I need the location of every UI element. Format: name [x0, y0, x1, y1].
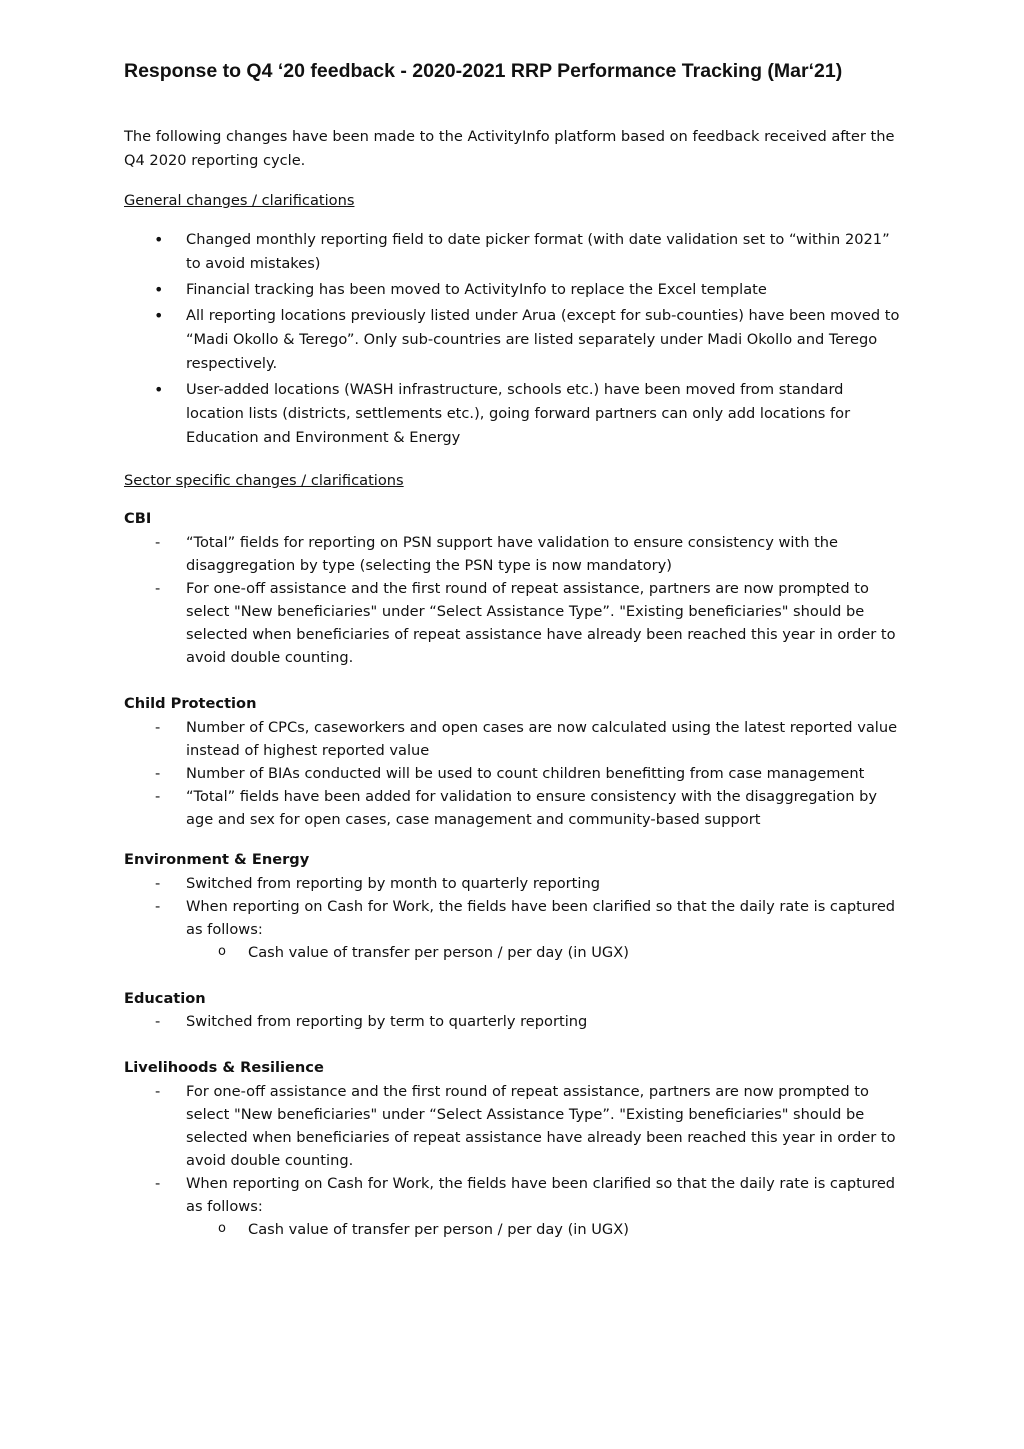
list-item: • All reporting locations previously listed under Arua (except for sub-counties) have been moved to “Madi Okollo & Terego”. Only sub-countries are listed separately under Madi Okollo and Terego respectively. — [124, 304, 904, 376]
section-title-environment-energy: Environment & Energy — [124, 851, 310, 868]
livelihoods-resilience-list — [124, 1080, 904, 1241]
list-item-text: When reporting on Cash for Work, the fields have been clarified so that the daily rate is captured as follows: — [186, 898, 896, 938]
document-title: Response to Q4 ‘20 feedback - 2020-2021 RRP Performance Tracking (Mar‘21) — [124, 60, 843, 82]
list-item: • Changed monthly reporting field to date picker format (with date validation set to “within 2021” to avoid mistakes) — [124, 228, 904, 276]
section-title-cbi: CBI — [124, 510, 152, 527]
list-item-text: When reporting on Cash for Work, the fields have been clarified so that the daily rate is captured as follows: — [186, 1175, 896, 1215]
section-title-education: Education — [124, 990, 206, 1007]
list-item: - “Total” fields have been added for validation to ensure consistency with the disaggregation by age and sex for open cases, case management and community-based support — [124, 785, 904, 831]
list-item: - Switched from reporting by term to quarterly reporting — [124, 1010, 904, 1033]
list-item — [124, 895, 904, 964]
general-changes-heading: General changes / clarifications — [124, 192, 355, 209]
section-title-livelihoods-resilience: Livelihoods & Resilience — [124, 1059, 324, 1076]
sub-list-item: o Cash value of transfer per person / per day (in UGX) — [186, 941, 904, 964]
child-protection-list — [124, 716, 904, 831]
general-changes-list — [124, 228, 904, 452]
list-item — [124, 1172, 904, 1241]
list-item: - Switched from reporting by month to quarterly reporting — [124, 872, 904, 895]
list-item: - For one-off assistance and the first round of repeat assistance, partners are now prompted to select "New beneficiaries" under “Select Assistance Type”. "Existing beneficiaries" should be selected when beneficiaries of repeat assistance have already been reached this year in order to avoid double counting. — [124, 577, 904, 669]
section-title-child-protection: Child Protection — [124, 695, 257, 712]
list-item: - Number of BIAs conducted will be used to count children benefitting from case management — [124, 762, 904, 785]
list-item: - “Total” fields for reporting on PSN support have validation to ensure consistency with the disaggregation by type (selecting the PSN type is now mandatory) — [124, 531, 904, 577]
environment-energy-list — [124, 872, 904, 964]
sub-list — [186, 941, 904, 964]
list-item: • Financial tracking has been moved to ActivityInfo to replace the Excel template — [124, 278, 904, 302]
sub-list-item: o Cash value of transfer per person / per day (in UGX) — [186, 1218, 904, 1241]
list-item: • User-added locations (WASH infrastructure, schools etc.) have been moved from standard location lists (districts, settlements etc.), going forward partners can only add locations for Education and Environment & Energy — [124, 378, 904, 450]
cbi-list — [124, 531, 904, 669]
list-item: - Number of CPCs, caseworkers and open cases are now calculated using the latest reported value instead of highest reported value — [124, 716, 904, 762]
sector-changes-heading: Sector specific changes / clarifications — [124, 472, 404, 489]
intro-paragraph: The following changes have been made to the ActivityInfo platform based on feedback received after the Q4 2020 reporting cycle. — [124, 128, 895, 169]
list-item: - For one-off assistance and the first round of repeat assistance, partners are now prompted to select "New beneficiaries" under “Select Assistance Type”. "Existing beneficiaries" should be selected when beneficiaries of repeat assistance have already been reached this year in order to avoid double counting. — [124, 1080, 904, 1172]
sub-list — [186, 1218, 904, 1241]
education-list — [124, 1010, 904, 1033]
